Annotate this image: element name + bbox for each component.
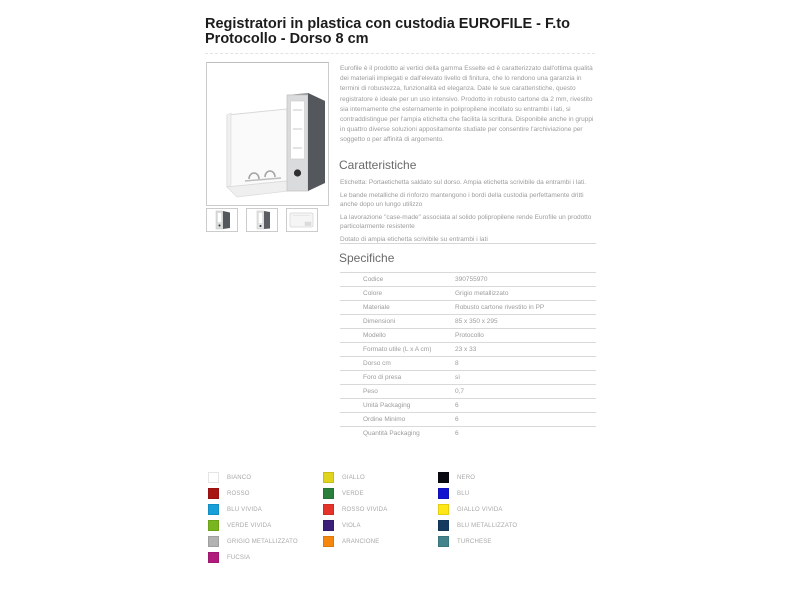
color-legend-item bbox=[208, 504, 323, 515]
spec-label: Foro di presa bbox=[363, 374, 402, 381]
spec-row bbox=[340, 412, 596, 426]
spec-value: 8 bbox=[455, 360, 459, 367]
spec-value: 6 bbox=[455, 430, 459, 437]
spec-label: Modello bbox=[363, 332, 386, 339]
spec-label: Unità Packaging bbox=[363, 402, 411, 409]
product-main-image[interactable] bbox=[206, 62, 329, 206]
color-swatch bbox=[208, 520, 219, 531]
color-swatch bbox=[208, 536, 219, 547]
feature-item: Dotato di ampia etichetta scrivibile su entrambi i lati bbox=[340, 235, 488, 243]
color-label: GIALLO bbox=[342, 474, 365, 481]
color-label: ARANCIONE bbox=[342, 538, 380, 545]
spec-value: 23 x 33 bbox=[455, 346, 477, 353]
color-legend-column-3 bbox=[438, 472, 553, 568]
color-legend-item bbox=[323, 504, 438, 515]
spec-label: Quantità Packaging bbox=[363, 430, 420, 437]
binder-thumb-icon bbox=[247, 209, 277, 231]
color-legend-item bbox=[438, 488, 553, 499]
color-swatch bbox=[438, 488, 449, 499]
spec-value: Robusto cartone rivestito in PP bbox=[455, 304, 545, 311]
specifiche-heading: Specifiche bbox=[339, 251, 395, 265]
color-legend-item bbox=[208, 488, 323, 499]
color-label: BLU bbox=[457, 490, 470, 497]
color-label: GRIGIO METALLIZZATO bbox=[227, 538, 298, 545]
color-legend-item bbox=[323, 520, 438, 531]
thumbnail-binder-angled[interactable] bbox=[206, 208, 238, 232]
feature-list bbox=[340, 178, 598, 247]
color-swatch bbox=[323, 472, 334, 483]
page-title: Registratori in plastica con custodia EUROFILE - F.to Protocollo - Dorso 8 cm bbox=[205, 16, 570, 47]
spec-row bbox=[340, 314, 596, 328]
color-label: FUCSIA bbox=[227, 554, 251, 561]
color-swatch bbox=[208, 488, 219, 499]
color-label: ROSSO VIVIDA bbox=[342, 506, 388, 513]
spec-label: Peso bbox=[363, 388, 378, 395]
spec-value: 0,7 bbox=[455, 388, 465, 395]
thumbnail-binder-front[interactable] bbox=[246, 208, 278, 232]
spec-row bbox=[340, 398, 596, 412]
feature-item: La lavorazione "case-made" associata al solido polipropilene rende Eurofile un prodotto particolarmente resistente bbox=[340, 213, 592, 230]
spec-value: sì bbox=[455, 374, 461, 381]
spec-row bbox=[340, 342, 596, 356]
color-swatch bbox=[208, 552, 219, 563]
color-legend-column-1 bbox=[208, 472, 323, 568]
color-legend-item bbox=[208, 520, 323, 531]
spec-value: 6 bbox=[455, 402, 459, 409]
spec-row bbox=[340, 328, 596, 342]
feature-item: Etichetta: Portaetichetta saldato sul dorso. Ampia etichetta scrivibile da entrambi i lati. bbox=[340, 179, 587, 186]
spec-label: Ordine Minimo bbox=[363, 416, 406, 423]
feature-item: Le bande metalliche di rinforzo mantengono i bordi della custodia perfettamente dritti anche dopo un lungo utilizzo bbox=[340, 191, 584, 208]
color-legend bbox=[208, 472, 553, 568]
spec-value: Grigio metallizzato bbox=[455, 290, 509, 297]
spec-table bbox=[340, 272, 596, 440]
spec-label: Formato utile (L x A cm) bbox=[363, 346, 432, 353]
binder-thumb-icon bbox=[207, 209, 237, 231]
color-label: BLU METALLIZZATO bbox=[457, 522, 518, 529]
spec-label: Dimensioni bbox=[363, 318, 396, 325]
caratteristiche-heading: Caratteristiche bbox=[339, 158, 417, 172]
spec-label: Codice bbox=[363, 276, 384, 283]
color-label: VERDE VIVIDA bbox=[227, 522, 272, 529]
color-legend-item bbox=[208, 472, 323, 483]
color-swatch bbox=[323, 536, 334, 547]
color-legend-item bbox=[438, 536, 553, 547]
color-label: TURCHESE bbox=[457, 538, 492, 545]
color-swatch bbox=[438, 472, 449, 483]
color-legend-item bbox=[208, 536, 323, 547]
product-description: Eurofile è il prodotto ai vertici della gamma Esselte ed è caratterizzato dall'ottima qualità dei materiali impiegati e dall'elevato livello di finitura, che lo rendono una garanzia in termini di robustezza, funzionalità ed eleganza. Date le sue caratteristiche, questo registratore è ideale per un uso intensivo. Prodotto in robusto cartone da 2 mm, rivestito sia internamente che esternamente in polipropilene incollato su entrambi i lati, si contraddistingue per l'ampia etichetta che facilita la scrittura. Disponibile anche in gruppi in quattro diverse soluzioni appositamente studiate per consentire l'archiviazione per soggetto o per affinità di argomento. bbox=[340, 65, 594, 144]
color-label: BLU VIVIDA bbox=[227, 506, 263, 513]
color-label: VIOLA bbox=[342, 522, 361, 529]
color-swatch bbox=[208, 504, 219, 515]
thumbnail-box[interactable] bbox=[286, 208, 318, 232]
section-separator bbox=[340, 243, 596, 244]
spec-label: Colore bbox=[363, 290, 383, 297]
spec-value: 85 x 350 x 295 bbox=[455, 318, 498, 325]
color-legend-item bbox=[323, 536, 438, 547]
color-legend-column-2 bbox=[323, 472, 438, 568]
spec-value: 390755970 bbox=[455, 276, 488, 283]
color-legend-item bbox=[323, 472, 438, 483]
color-swatch bbox=[438, 536, 449, 547]
color-legend-item bbox=[208, 552, 323, 563]
color-swatch bbox=[323, 488, 334, 499]
spec-row bbox=[340, 286, 596, 300]
color-legend-item bbox=[438, 504, 553, 515]
spec-row bbox=[340, 426, 596, 440]
spec-label: Materiale bbox=[363, 304, 390, 311]
spec-row bbox=[340, 300, 596, 314]
color-legend-item bbox=[438, 520, 553, 531]
box-thumb-icon bbox=[287, 209, 317, 231]
color-swatch bbox=[438, 520, 449, 531]
spec-row bbox=[340, 384, 596, 398]
color-legend-item bbox=[323, 488, 438, 499]
thumbnail-strip bbox=[206, 208, 318, 232]
color-label: GIALLO VIVIDA bbox=[457, 506, 503, 513]
color-label: BIANCO bbox=[227, 474, 252, 481]
color-label: VERDE bbox=[342, 490, 364, 497]
product-photo-icon bbox=[207, 63, 328, 205]
color-legend-item bbox=[438, 472, 553, 483]
color-label: ROSSO bbox=[227, 490, 250, 497]
color-swatch bbox=[323, 520, 334, 531]
spec-label: Dorso cm bbox=[363, 360, 391, 367]
color-swatch bbox=[323, 504, 334, 515]
spec-row bbox=[340, 370, 596, 384]
title-separator bbox=[205, 53, 595, 54]
color-swatch bbox=[208, 472, 219, 483]
spec-value: Protocollo bbox=[455, 332, 484, 339]
color-label: NERO bbox=[457, 474, 476, 481]
color-swatch bbox=[438, 504, 449, 515]
spec-row bbox=[340, 272, 596, 286]
spec-row bbox=[340, 356, 596, 370]
spec-value: 6 bbox=[455, 416, 459, 423]
